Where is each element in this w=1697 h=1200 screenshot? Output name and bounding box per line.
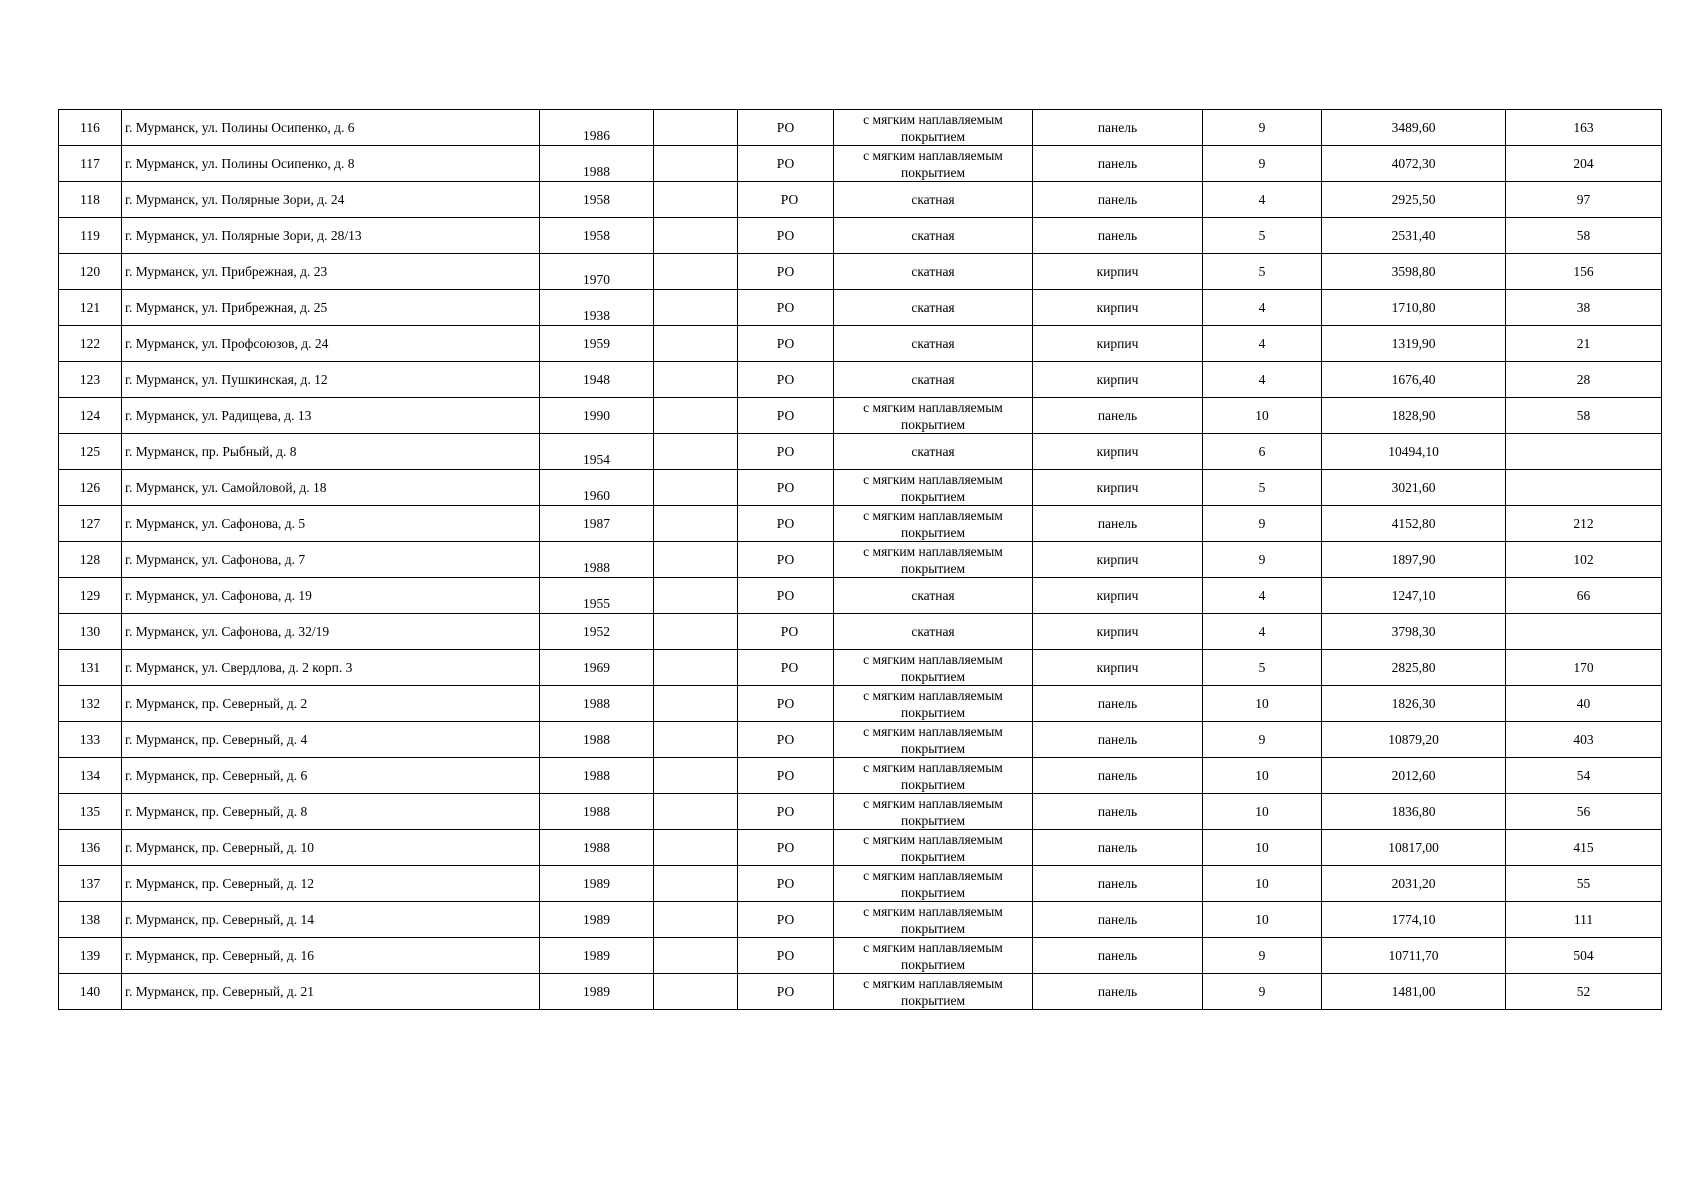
cell-ro: РО: [738, 470, 834, 506]
cell-address: г. Мурманск, пр. Северный, д. 6: [122, 758, 540, 794]
cell-roof-type: с мягким наплавляемым покрытием: [834, 830, 1033, 866]
cell-row-number: 131: [59, 650, 122, 686]
table-row: [59, 686, 1662, 722]
cell-build-year: 1948: [540, 362, 654, 398]
cell-floors: 10: [1203, 398, 1322, 434]
cell-empty: [654, 290, 738, 326]
cell-floors: 10: [1203, 794, 1322, 830]
cell-roof-type: скатная: [834, 578, 1033, 614]
cell-build-year: 1989: [540, 974, 654, 1010]
cell-area: 2031,20: [1322, 866, 1506, 902]
cell-roof-type: скатная: [834, 182, 1033, 218]
cell-residents: 212: [1506, 506, 1662, 542]
cell-floors: 6: [1203, 434, 1322, 470]
cell-build-year: 1955: [540, 578, 654, 614]
cell-address: г. Мурманск, ул. Сафонова, д. 5: [122, 506, 540, 542]
cell-roof-type: скатная: [834, 434, 1033, 470]
cell-residents: 97: [1506, 182, 1662, 218]
cell-build-year: 1958: [540, 218, 654, 254]
cell-address: г. Мурманск, пр. Северный, д. 16: [122, 938, 540, 974]
cell-row-number: 134: [59, 758, 122, 794]
table-row: [59, 614, 1662, 650]
cell-address: г. Мурманск, ул. Сафонова, д. 32/19: [122, 614, 540, 650]
cell-empty: [654, 182, 738, 218]
cell-row-number: 125: [59, 434, 122, 470]
cell-residents: 56: [1506, 794, 1662, 830]
cell-wall-material: кирпич: [1033, 326, 1203, 362]
cell-empty: [654, 326, 738, 362]
cell-row-number: 116: [59, 110, 122, 146]
cell-area: 10817,00: [1322, 830, 1506, 866]
cell-roof-type: скатная: [834, 362, 1033, 398]
table-row: [59, 578, 1662, 614]
cell-row-number: 132: [59, 686, 122, 722]
cell-empty: [654, 794, 738, 830]
cell-empty: [654, 614, 738, 650]
cell-roof-type: с мягким наплавляемым покрытием: [834, 542, 1033, 578]
cell-address: г. Мурманск, пр. Северный, д. 2: [122, 686, 540, 722]
cell-ro: РО: [738, 254, 834, 290]
table-row: [59, 938, 1662, 974]
cell-residents: [1506, 470, 1662, 506]
cell-residents: 55: [1506, 866, 1662, 902]
cell-area: 2825,80: [1322, 650, 1506, 686]
cell-ro: РО: [738, 578, 834, 614]
cell-address: г. Мурманск, пр. Рыбный, д. 8: [122, 434, 540, 470]
cell-wall-material: панель: [1033, 218, 1203, 254]
cell-empty: [654, 686, 738, 722]
cell-roof-type: с мягким наплавляемым покрытием: [834, 938, 1033, 974]
cell-floors: 5: [1203, 254, 1322, 290]
cell-wall-material: кирпич: [1033, 650, 1203, 686]
cell-row-number: 124: [59, 398, 122, 434]
cell-floors: 5: [1203, 470, 1322, 506]
cell-row-number: 118: [59, 182, 122, 218]
cell-ro: РО: [738, 866, 834, 902]
cell-wall-material: панель: [1033, 794, 1203, 830]
table-row: [59, 290, 1662, 326]
table-row: [59, 434, 1662, 470]
cell-floors: 4: [1203, 614, 1322, 650]
cell-area: 3798,30: [1322, 614, 1506, 650]
cell-empty: [654, 398, 738, 434]
cell-ro: РО: [738, 146, 834, 182]
cell-empty: [654, 254, 738, 290]
cell-wall-material: панель: [1033, 506, 1203, 542]
cell-residents: 156: [1506, 254, 1662, 290]
table-row: [59, 866, 1662, 902]
cell-roof-type: с мягким наплавляемым покрытием: [834, 506, 1033, 542]
table-row: [59, 830, 1662, 866]
cell-build-year: 1954: [540, 434, 654, 470]
table-row: [59, 398, 1662, 434]
cell-area: 1710,80: [1322, 290, 1506, 326]
cell-floors: 9: [1203, 722, 1322, 758]
cell-roof-type: с мягким наплавляемым покрытием: [834, 758, 1033, 794]
cell-residents: 40: [1506, 686, 1662, 722]
cell-build-year: 1938: [540, 290, 654, 326]
cell-address: г. Мурманск, ул. Самойловой, д. 18: [122, 470, 540, 506]
cell-address: г. Мурманск, ул. Полярные Зори, д. 28/13: [122, 218, 540, 254]
cell-empty: [654, 902, 738, 938]
cell-build-year: 1988: [540, 686, 654, 722]
cell-row-number: 129: [59, 578, 122, 614]
cell-build-year: 1988: [540, 542, 654, 578]
cell-empty: [654, 974, 738, 1010]
cell-empty: [654, 110, 738, 146]
cell-roof-type: с мягким наплавляемым покрытием: [834, 398, 1033, 434]
cell-row-number: 122: [59, 326, 122, 362]
cell-area: 1247,10: [1322, 578, 1506, 614]
cell-residents: 21: [1506, 326, 1662, 362]
cell-floors: 5: [1203, 650, 1322, 686]
cell-ro: РО: [738, 362, 834, 398]
cell-row-number: 130: [59, 614, 122, 650]
cell-wall-material: панель: [1033, 938, 1203, 974]
cell-address: г. Мурманск, ул. Профсоюзов, д. 24: [122, 326, 540, 362]
cell-row-number: 136: [59, 830, 122, 866]
cell-floors: 4: [1203, 326, 1322, 362]
cell-ro: РО: [738, 542, 834, 578]
cell-wall-material: панель: [1033, 398, 1203, 434]
cell-area: 1836,80: [1322, 794, 1506, 830]
cell-floors: 9: [1203, 110, 1322, 146]
cell-row-number: 121: [59, 290, 122, 326]
cell-row-number: 139: [59, 938, 122, 974]
cell-roof-type: с мягким наплавляемым покрытием: [834, 902, 1033, 938]
cell-address: г. Мурманск, пр. Северный, д. 10: [122, 830, 540, 866]
cell-address: г. Мурманск, пр. Северный, д. 14: [122, 902, 540, 938]
cell-build-year: 1958: [540, 182, 654, 218]
cell-wall-material: панель: [1033, 110, 1203, 146]
table-row: [59, 758, 1662, 794]
cell-residents: 58: [1506, 218, 1662, 254]
table-row: [59, 974, 1662, 1010]
cell-row-number: 128: [59, 542, 122, 578]
cell-build-year: 1960: [540, 470, 654, 506]
cell-area: 1774,10: [1322, 902, 1506, 938]
cell-area: 1828,90: [1322, 398, 1506, 434]
cell-residents: [1506, 434, 1662, 470]
cell-residents: 66: [1506, 578, 1662, 614]
cell-roof-type: с мягким наплавляемым покрытием: [834, 866, 1033, 902]
cell-row-number: 127: [59, 506, 122, 542]
table-row: [59, 902, 1662, 938]
cell-floors: 9: [1203, 146, 1322, 182]
cell-empty: [654, 470, 738, 506]
cell-residents: 54: [1506, 758, 1662, 794]
cell-row-number: 119: [59, 218, 122, 254]
cell-floors: 5: [1203, 218, 1322, 254]
cell-wall-material: кирпич: [1033, 434, 1203, 470]
cell-wall-material: кирпич: [1033, 614, 1203, 650]
cell-wall-material: кирпич: [1033, 254, 1203, 290]
cell-address: г. Мурманск, ул. Сафонова, д. 7: [122, 542, 540, 578]
cell-empty: [654, 218, 738, 254]
cell-roof-type: скатная: [834, 614, 1033, 650]
cell-floors: 9: [1203, 974, 1322, 1010]
cell-area: 1676,40: [1322, 362, 1506, 398]
cell-residents: 170: [1506, 650, 1662, 686]
cell-ro: РО: [738, 434, 834, 470]
cell-roof-type: с мягким наплавляемым покрытием: [834, 722, 1033, 758]
cell-ro: РО: [738, 218, 834, 254]
cell-floors: 4: [1203, 362, 1322, 398]
cell-floors: 4: [1203, 182, 1322, 218]
cell-residents: [1506, 614, 1662, 650]
cell-ro: РО: [738, 974, 834, 1010]
cell-row-number: 140: [59, 974, 122, 1010]
cell-row-number: 137: [59, 866, 122, 902]
cell-empty: [654, 434, 738, 470]
cell-row-number: 120: [59, 254, 122, 290]
cell-ro: РО: [738, 506, 834, 542]
table-body: [59, 110, 1662, 1010]
cell-area: 3489,60: [1322, 110, 1506, 146]
table-row: [59, 542, 1662, 578]
cell-address: г. Мурманск, ул. Сафонова, д. 19: [122, 578, 540, 614]
cell-wall-material: панель: [1033, 866, 1203, 902]
table-row: [59, 254, 1662, 290]
cell-floors: 10: [1203, 902, 1322, 938]
cell-roof-type: с мягким наплавляемым покрытием: [834, 794, 1033, 830]
cell-empty: [654, 938, 738, 974]
cell-wall-material: панель: [1033, 146, 1203, 182]
cell-address: г. Мурманск, пр. Северный, д. 4: [122, 722, 540, 758]
cell-build-year: 1988: [540, 758, 654, 794]
cell-address: г. Мурманск, ул. Полины Осипенко, д. 6: [122, 110, 540, 146]
cell-residents: 111: [1506, 902, 1662, 938]
cell-residents: 102: [1506, 542, 1662, 578]
cell-wall-material: кирпич: [1033, 290, 1203, 326]
cell-floors: 10: [1203, 830, 1322, 866]
cell-wall-material: кирпич: [1033, 362, 1203, 398]
cell-address: г. Мурманск, пр. Северный, д. 8: [122, 794, 540, 830]
cell-empty: [654, 362, 738, 398]
cell-build-year: 1989: [540, 902, 654, 938]
cell-area: 4072,30: [1322, 146, 1506, 182]
cell-empty: [654, 578, 738, 614]
cell-empty: [654, 146, 738, 182]
cell-ro: РО: [738, 110, 834, 146]
cell-ro: РО: [738, 902, 834, 938]
cell-area: 2925,50: [1322, 182, 1506, 218]
cell-empty: [654, 830, 738, 866]
cell-roof-type: скатная: [834, 290, 1033, 326]
cell-build-year: 1970: [540, 254, 654, 290]
cell-ro: РО: [738, 182, 834, 218]
table-row: [59, 650, 1662, 686]
cell-wall-material: панель: [1033, 974, 1203, 1010]
cell-area: 1319,90: [1322, 326, 1506, 362]
cell-wall-material: панель: [1033, 902, 1203, 938]
cell-floors: 4: [1203, 290, 1322, 326]
cell-address: г. Мурманск, пр. Северный, д. 12: [122, 866, 540, 902]
cell-ro: РО: [738, 290, 834, 326]
cell-address: г. Мурманск, ул. Свердлова, д. 2 корп. 3: [122, 650, 540, 686]
cell-empty: [654, 758, 738, 794]
cell-wall-material: кирпич: [1033, 470, 1203, 506]
cell-address: г. Мурманск, ул. Полярные Зори, д. 24: [122, 182, 540, 218]
cell-wall-material: панель: [1033, 758, 1203, 794]
cell-roof-type: с мягким наплавляемым покрытием: [834, 650, 1033, 686]
cell-address: г. Мурманск, пр. Северный, д. 21: [122, 974, 540, 1010]
table-row: [59, 722, 1662, 758]
cell-row-number: 126: [59, 470, 122, 506]
cell-roof-type: с мягким наплавляемым покрытием: [834, 110, 1033, 146]
cell-build-year: 1987: [540, 506, 654, 542]
cell-floors: 10: [1203, 866, 1322, 902]
cell-residents: 204: [1506, 146, 1662, 182]
cell-ro: РО: [738, 722, 834, 758]
cell-floors: 10: [1203, 758, 1322, 794]
cell-build-year: 1959: [540, 326, 654, 362]
cell-ro: РО: [738, 830, 834, 866]
cell-roof-type: скатная: [834, 218, 1033, 254]
table-row: [59, 218, 1662, 254]
cell-area: 1481,00: [1322, 974, 1506, 1010]
cell-area: 4152,80: [1322, 506, 1506, 542]
cell-row-number: 117: [59, 146, 122, 182]
cell-build-year: 1988: [540, 722, 654, 758]
cell-roof-type: с мягким наплавляемым покрытием: [834, 470, 1033, 506]
cell-ro: РО: [738, 614, 834, 650]
cell-residents: 52: [1506, 974, 1662, 1010]
cell-floors: 9: [1203, 938, 1322, 974]
cell-roof-type: с мягким наплавляемым покрытием: [834, 146, 1033, 182]
cell-area: 3598,80: [1322, 254, 1506, 290]
cell-roof-type: с мягким наплавляемым покрытием: [834, 686, 1033, 722]
table-row: [59, 362, 1662, 398]
cell-ro: РО: [738, 938, 834, 974]
cell-area: 2531,40: [1322, 218, 1506, 254]
table-row: [59, 146, 1662, 182]
cell-address: г. Мурманск, ул. Пушкинская, д. 12: [122, 362, 540, 398]
cell-residents: 163: [1506, 110, 1662, 146]
cell-wall-material: кирпич: [1033, 578, 1203, 614]
cell-build-year: 1989: [540, 938, 654, 974]
table-row: [59, 110, 1662, 146]
cell-address: г. Мурманск, ул. Полины Осипенко, д. 8: [122, 146, 540, 182]
cell-residents: 504: [1506, 938, 1662, 974]
table-row: [59, 506, 1662, 542]
cell-empty: [654, 650, 738, 686]
cell-build-year: 1952: [540, 614, 654, 650]
cell-floors: 9: [1203, 506, 1322, 542]
cell-row-number: 133: [59, 722, 122, 758]
cell-build-year: 1988: [540, 146, 654, 182]
cell-build-year: 1988: [540, 830, 654, 866]
cell-ro: РО: [738, 326, 834, 362]
cell-wall-material: панель: [1033, 686, 1203, 722]
cell-wall-material: кирпич: [1033, 542, 1203, 578]
table-row: [59, 470, 1662, 506]
table-row: [59, 326, 1662, 362]
cell-row-number: 123: [59, 362, 122, 398]
cell-area: 2012,60: [1322, 758, 1506, 794]
cell-ro: РО: [738, 650, 834, 686]
cell-empty: [654, 866, 738, 902]
cell-residents: 415: [1506, 830, 1662, 866]
cell-wall-material: панель: [1033, 830, 1203, 866]
cell-empty: [654, 506, 738, 542]
cell-area: 1826,30: [1322, 686, 1506, 722]
cell-floors: 4: [1203, 578, 1322, 614]
cell-residents: 28: [1506, 362, 1662, 398]
cell-build-year: 1990: [540, 398, 654, 434]
table-row: [59, 182, 1662, 218]
cell-address: г. Мурманск, ул. Прибрежная, д. 23: [122, 254, 540, 290]
cell-roof-type: скатная: [834, 254, 1033, 290]
cell-area: 10711,70: [1322, 938, 1506, 974]
cell-ro: РО: [738, 794, 834, 830]
cell-residents: 58: [1506, 398, 1662, 434]
table-row: [59, 794, 1662, 830]
cell-roof-type: с мягким наплавляемым покрытием: [834, 974, 1033, 1010]
cell-ro: РО: [738, 398, 834, 434]
cell-area: 10494,10: [1322, 434, 1506, 470]
cell-address: г. Мурманск, ул. Радищева, д. 13: [122, 398, 540, 434]
cell-area: 1897,90: [1322, 542, 1506, 578]
cell-wall-material: панель: [1033, 722, 1203, 758]
cell-row-number: 138: [59, 902, 122, 938]
cell-build-year: 1988: [540, 794, 654, 830]
cell-build-year: 1989: [540, 866, 654, 902]
cell-wall-material: панель: [1033, 182, 1203, 218]
cell-roof-type: скатная: [834, 326, 1033, 362]
cell-row-number: 135: [59, 794, 122, 830]
cell-build-year: 1986: [540, 110, 654, 146]
cell-ro: РО: [738, 758, 834, 794]
cell-build-year: 1969: [540, 650, 654, 686]
cell-area: 10879,20: [1322, 722, 1506, 758]
cell-floors: 9: [1203, 542, 1322, 578]
cell-ro: РО: [738, 686, 834, 722]
cell-empty: [654, 722, 738, 758]
cell-residents: 38: [1506, 290, 1662, 326]
cell-empty: [654, 542, 738, 578]
cell-area: 3021,60: [1322, 470, 1506, 506]
cell-address: г. Мурманск, ул. Прибрежная, д. 25: [122, 290, 540, 326]
cell-floors: 10: [1203, 686, 1322, 722]
housing-register-table: [58, 109, 1662, 1010]
cell-residents: 403: [1506, 722, 1662, 758]
